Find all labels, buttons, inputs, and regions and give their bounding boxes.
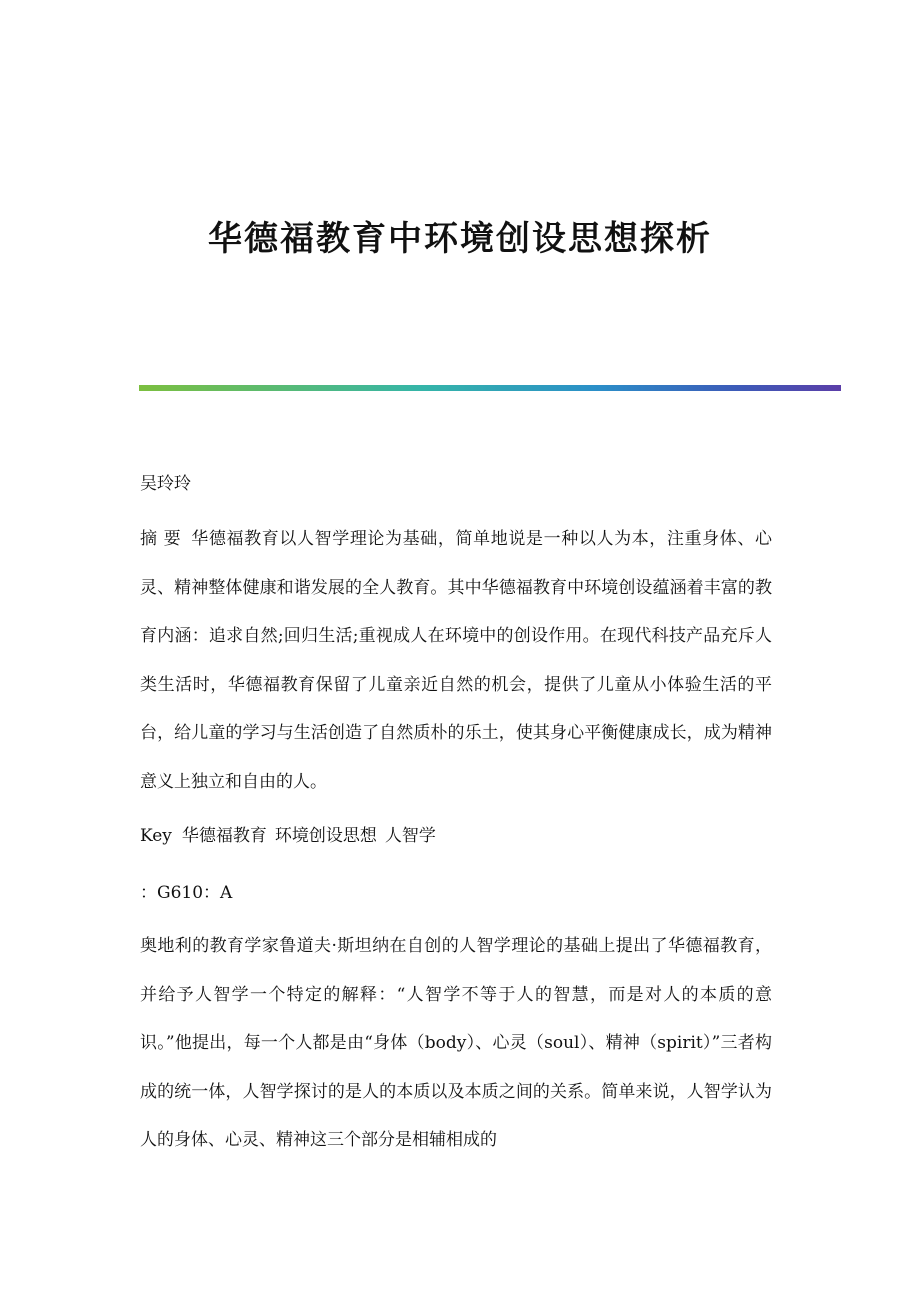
keyword-item: 华德福教育 [181, 826, 267, 846]
abstract-text: 华德福教育以人智学理论为基础，简单地说是一种以人为本，注重身体、心灵、精神整体健康和谐发展的全人教育。其中华德福教育中环境创设蕴涵着丰富的教育内涵：追求自然;回归生活;重视成人在环境中的创设作用。在现代科技产品充斥人类生活时，华德福教育保留了儿童亲近自然的机会，提供了儿童从小体验生活的平台，给儿童的学习与生活创造了自然质朴的乐土，使其身心平衡健康成长，成为精神意义上独立和自由的人。 [140, 529, 773, 792]
keywords-label: Key [140, 826, 172, 846]
keyword-item: 环境创设思想 [274, 826, 377, 846]
body-paragraph: 奥地利的教育学家鲁道夫·斯坦纳在自创的人智学理论的基础上提出了华德福教育，并给予人智学一个特定的解释：“人智学不等于人的智慧，而是对人的本质的意识。”他提出，每一个人都是由“身体（body）、心灵（soul）、精神（spirit）”三者构成的统一体，人智学探讨的是人的本质以及本质之间的关系。简单来说，人智学认为人的身体、心灵、精神这三个部分是相辅相成的 [140, 936, 772, 1150]
keywords-line [140, 812, 772, 861]
abstract-label: 摘 要 [140, 529, 182, 549]
page-title: 华德福教育中环境创设思想探析 [208, 219, 712, 259]
title-divider [139, 385, 841, 391]
author-name: 吴玲玲 [140, 474, 191, 494]
abstract-paragraph [140, 515, 772, 806]
keyword-item: 人智学 [384, 826, 436, 846]
classification-code: ：G610：A [140, 883, 233, 903]
